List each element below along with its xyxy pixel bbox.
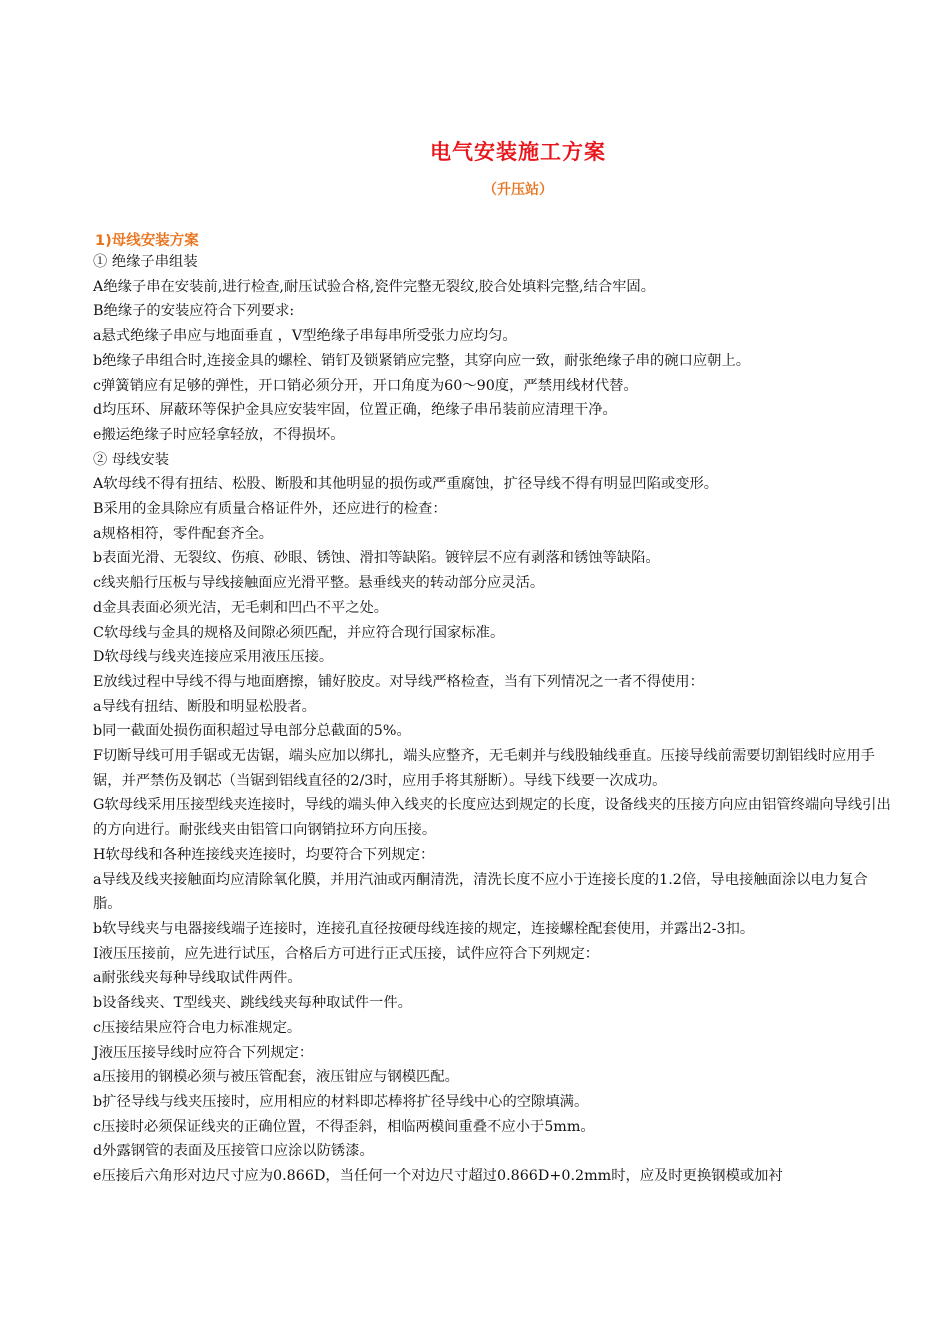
- body-paragraph: A绝缘子串在安装前,进行检查,耐压试验合格,瓷件完整无裂纹,胶合处填料完整,结合牢固。: [93, 278, 656, 295]
- body-paragraph: b表面光滑、无裂纹、伤痕、砂眼、锈蚀、滑扣等缺陷。镀锌层不应有剥落和锈蚀等缺陷。: [93, 550, 660, 567]
- body-paragraph: d金具表面必须光洁，无毛刺和凹凸不平之处。: [93, 599, 389, 616]
- body-paragraph: a悬式绝缘子串应与地面垂直 ，V型绝缘子串每串所受张力应均匀。: [93, 328, 517, 345]
- body-paragraph: G软母线采用压接型线夹连接时，导线的端头伸入线夹的长度应达到规定的长度，设备线夹的压接方向应由铝管终端向导线引出的方向进行。耐张线夹由铝管口向钢销拉环方向压接。: [93, 797, 891, 839]
- body-paragraph: c弹簧销应有足够的弹性，开口销必须分开，开口角度为60～90度，严禁用线材代替。: [93, 377, 638, 394]
- body-paragraph: ② 母线安装: [93, 451, 170, 468]
- body-paragraph: a规格相符，零件配套齐全。: [93, 525, 274, 542]
- body-paragraph: C软母线与金具的规格及间隙必须匹配，并应符合现行国家标准。: [93, 624, 505, 641]
- body-paragraph: d外露钢管的表面及压接管口应涂以防锈漆。: [93, 1143, 374, 1160]
- body-paragraph: J液压压接导线时应符合下列规定：: [93, 1044, 314, 1061]
- body-paragraph: a导线及线夹接触面均应清除氧化膜，并用汽油或丙酮清洗，清洗长度不应小于连接长度的1.2倍，导电接触面涂以电力复合脂。: [93, 871, 868, 913]
- body-paragraph: I液压压接前，应先进行试压，合格后方可进行正式压接，试件应符合下列规定：: [93, 945, 600, 962]
- body-paragraph: e搬运绝缘子时应轻拿轻放，不得损坏。: [93, 426, 345, 443]
- body-paragraph: A软母线不得有扭结、松股、断股和其他明显的损伤或严重腐蚀，扩径导线不得有明显凹陷或变形。: [93, 476, 719, 493]
- body-paragraph: c压接时必须保证线夹的正确位置，不得歪斜，相临两模间重叠不应小于5mm。: [93, 1118, 595, 1135]
- body-paragraph: H软母线和各种连接线夹连接时，均要符合下列规定：: [93, 846, 435, 863]
- body-paragraph: b扩径导线与线夹压接时，应用相应的材料即芯棒将扩径导线中心的空隙填满。: [93, 1093, 589, 1110]
- body-paragraph: e压接后六角形对边尺寸应为0.866D，当任何一个对边尺寸超过0.866D+0.2mm时，应及时更换钢模或加衬: [93, 1168, 783, 1185]
- body-paragraph: b软导线夹与电器接线端子连接时，连接孔直径按硬母线连接的规定，连接螺栓配套使用，并露出2-3扣。: [93, 920, 755, 937]
- body-paragraph: E放线过程中导线不得与地面磨擦，铺好胶皮。对导线严格检查，当有下列情况之一者不得使用：: [93, 673, 704, 690]
- body-paragraph: a导线有扭结、断股和明显松股者。: [93, 698, 316, 715]
- document-title: 电气安装施工方案: [430, 139, 606, 164]
- body-paragraph: d均压环、屏蔽环等保护金具应安装牢固，位置正确，绝缘子串吊装前应清理干净。: [93, 402, 617, 419]
- body-paragraph: b绝缘子串组合时,连接金具的螺栓、销钉及锁紧销应完整，其穿向应一致，耐张绝缘子串的碗口应朝上。: [93, 352, 751, 369]
- document-subtitle: （升压站）: [483, 182, 553, 198]
- body-paragraph: b设备线夹、T型线夹、跳线线夹每种取试件一件。: [93, 995, 412, 1012]
- body-paragraph: c线夹船行压板与导线接触面应光滑平整。悬垂线夹的转动部分应灵活。: [93, 575, 545, 592]
- section-heading: 1)母线安装方案: [95, 233, 199, 249]
- body-paragraph: ① 绝缘子串组装: [93, 254, 198, 270]
- body-paragraph: D软母线与线夹连接应采用液压压接。: [93, 649, 334, 666]
- body-paragraph: b同一截面处损伤面积超过导电部分总截面的5%。: [93, 723, 411, 740]
- body-paragraph: c压接结果应符合电力标准规定。: [93, 1019, 302, 1036]
- document-body: [93, 250, 893, 1189]
- body-paragraph: B绝缘子的安装应符合下列要求:: [93, 303, 295, 320]
- body-paragraph: a压接用的钢模必须与被压管配套，液压钳应与钢模匹配。: [93, 1069, 459, 1086]
- body-paragraph: F切断导线可用手锯或无齿锯，端头应加以绑扎，端头应整齐，无毛刺并与线股轴线垂直。压接导线前需要切割铝线时应用手锯，并严禁伤及钢芯（当锯到铝线直径的2/3时，应用手将其掰断）。导线下线要一次成功。: [93, 748, 875, 789]
- body-paragraph: a耐张线夹每种导线取试件两件。: [93, 970, 302, 987]
- body-paragraph: B采用的金具除应有质量合格证件外，还应进行的检查：: [93, 501, 447, 518]
